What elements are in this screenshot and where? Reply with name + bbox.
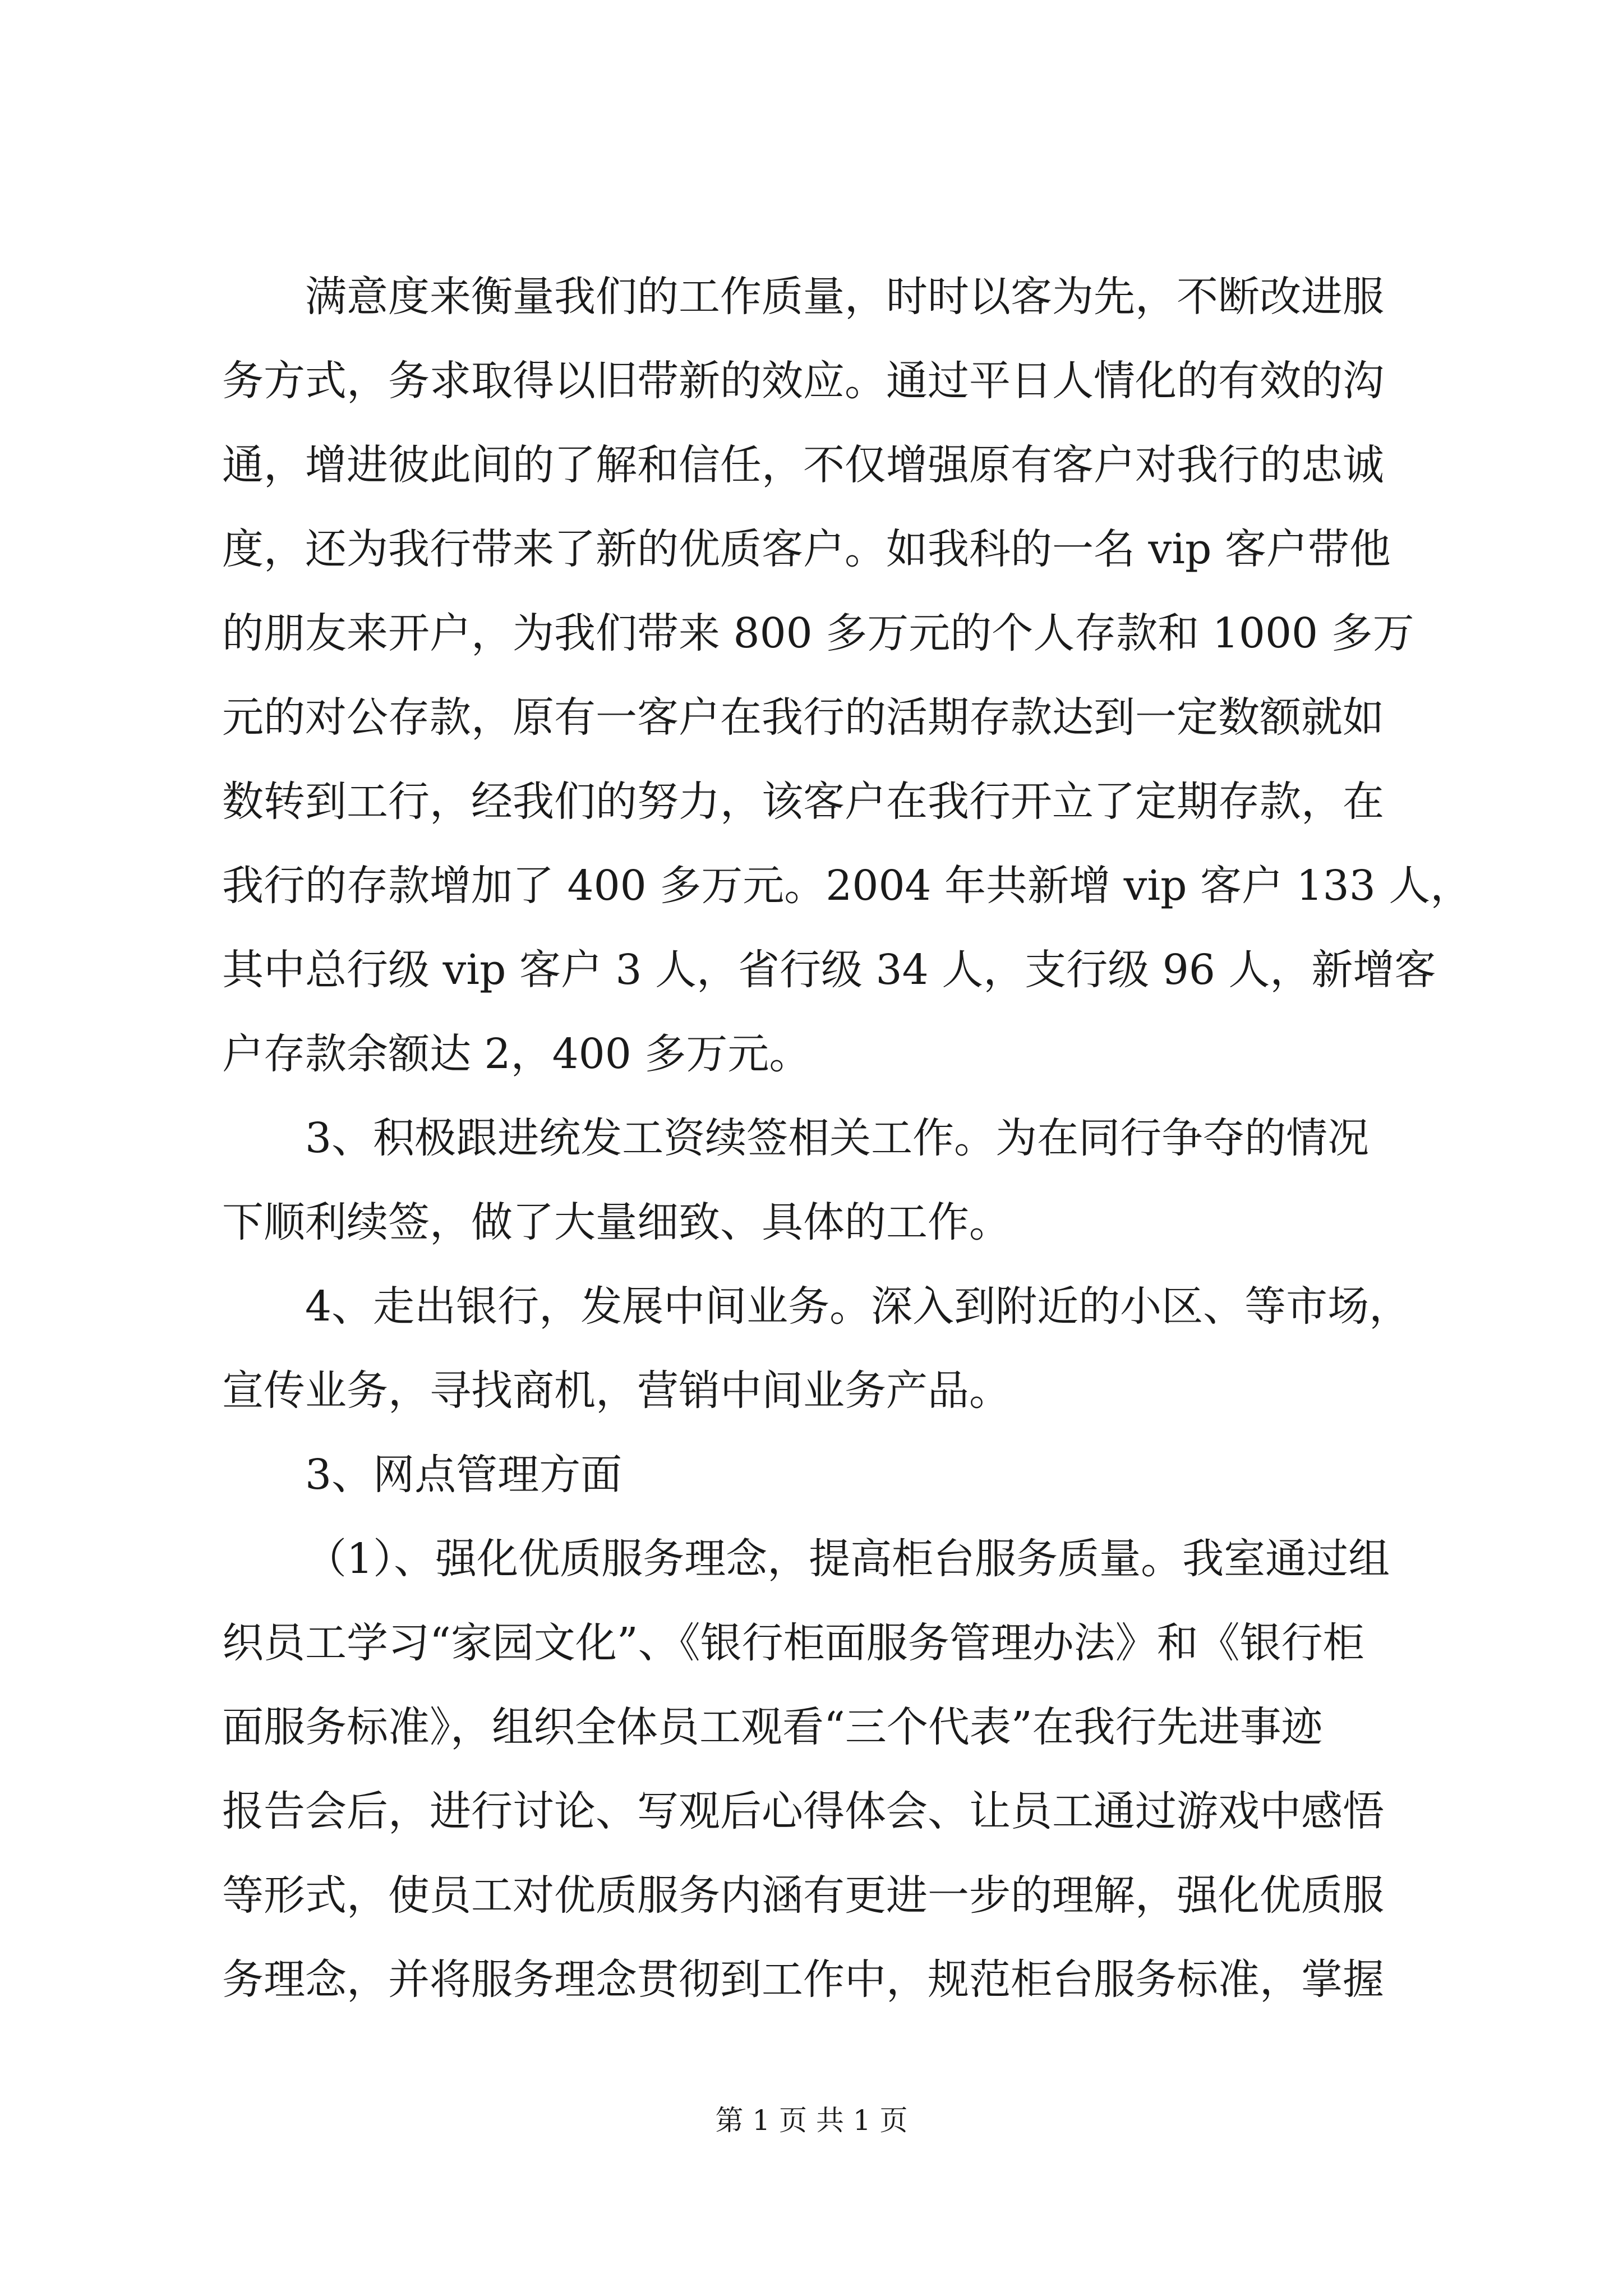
text-line: 下顺利续签，做了大量细致、具体的工作。 <box>222 1198 1011 1246</box>
text-line: 宣传业务，寻找商机，营销中间业务产品。 <box>222 1366 1011 1415</box>
text-line: 等形式，使员工对优质服务内涵有更进一步的理解，强化优质服 <box>222 1871 1384 1920</box>
text-line: 务方式，务求取得以旧带新的效应。通过平日人情化的有效的沟 <box>222 357 1384 405</box>
text-line: 我行的存款增加了 400 多万元。2004 年共新增 vip 客户 133 人， <box>222 862 1472 910</box>
text-line: 报告会后，进行讨论、写观后心得体会、让员工通过游戏中感悟 <box>222 1787 1384 1835</box>
text-line: 务理念，并将服务理念贯彻到工作中，规范柜台服务标准，掌握 <box>222 1955 1384 2004</box>
page-footer: 第 1 页 共 1 页 <box>715 2104 908 2137</box>
text-line: （1）、强化优质服务理念，提高柜台服务质量。我室通过组 <box>305 1535 1390 1583</box>
section-heading: 3、网点管理方面 <box>305 1451 623 1499</box>
text-line: 通，增进彼此间的了解和信任，不仅增强原有客户对我行的忠诚 <box>222 441 1384 489</box>
text-line: 数转到工行，经我们的努力，该客户在我行开立了定期存款，在 <box>222 777 1384 826</box>
text-line: 的朋友来开户，为我们带来 800 多万元的个人存款和 1000 多万 <box>222 609 1414 657</box>
text-line: 度，还为我行带来了新的优质客户。如我科的一名 vip 客户带他 <box>222 525 1391 573</box>
text-line: 面服务标准》，组织全体员工观看“三个代表”在我行先进事迹 <box>222 1703 1323 1751</box>
text-line: 满意度来衡量我们的工作质量，时时以客为先，不断改进服 <box>305 273 1384 321</box>
text-line: 织员工学习“家园文化”、《银行柜面服务管理办法》和《银行柜 <box>222 1619 1364 1667</box>
text-line: 元的对公存款，原有一客户在我行的活期存款达到一定数额就如 <box>222 693 1384 742</box>
text-line: 户存款余额达 2，400 多万元。 <box>222 1030 811 1078</box>
text-line: 4、走出银行，发展中间业务。深入到附近的小区、等市场， <box>305 1282 1411 1331</box>
text-line: 3、积极跟进统发工资续签相关工作。为在同行争夺的情况 <box>305 1114 1370 1162</box>
body-text <box>222 255 1472 2022</box>
text-line: 其中总行级 vip 客户 3 人，省行级 34 人，支行级 96 人，新增客 <box>222 946 1436 994</box>
